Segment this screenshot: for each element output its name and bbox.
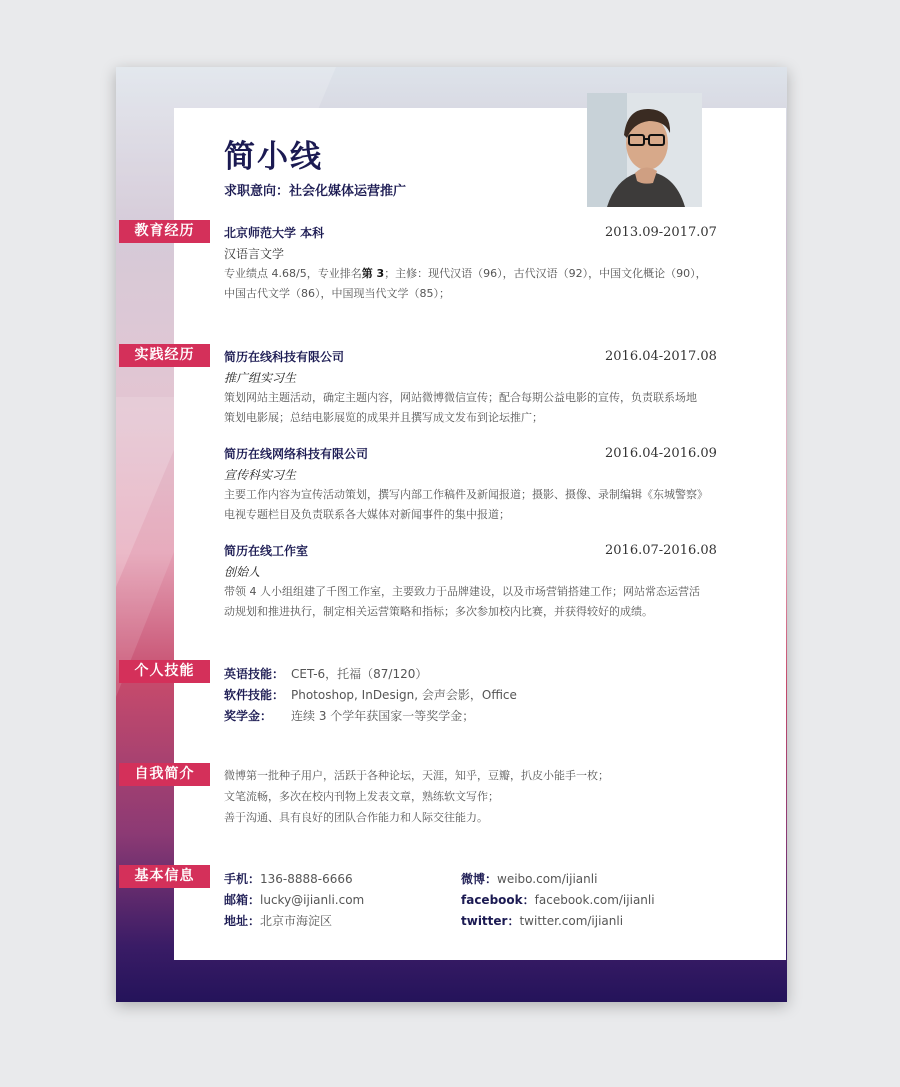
practice-detail-line: 主要工作内容为宣传活动策划，撰写内部工作稿件及新闻报道；摄影、摄像、录制编辑《东城警察》 (224, 488, 708, 501)
about-line: 文笔流畅，多次在校内刊物上发表文章，熟练软文写作； (224, 790, 499, 803)
section-tag-practice: 实践经历 (119, 344, 210, 367)
about-line: 微博第一批种子用户，活跃于各种论坛，天涯，知乎，豆瓣，扒皮小能手一枚； (224, 769, 609, 782)
twitter-info (461, 912, 623, 929)
weibo-label: 微博： (461, 872, 498, 886)
skill-label: 软件技能： (224, 688, 285, 702)
phone-label: 手机： (224, 872, 261, 886)
major: 汉语言文学 (224, 247, 285, 261)
practice-date: 2016.07-2016.08 (605, 543, 717, 558)
weibo-value: weibo.com/ijianli (497, 872, 598, 886)
practice-detail-line: 动规划和推进执行，制定相关运营策略和指标；多次参加校内比赛，并获得较好的成绩。 (224, 605, 653, 618)
skill-value: CET-6，托福（87/120） (291, 667, 428, 681)
profile-photo (587, 93, 702, 207)
phone-info (224, 870, 353, 887)
address-info (224, 912, 332, 929)
section-tag-about: 自我简介 (119, 763, 210, 786)
practice-date: 2016.04-2016.09 (605, 446, 717, 461)
person-photo-icon (587, 93, 702, 207)
email-info (224, 891, 364, 908)
section-tag-basic: 基本信息 (119, 865, 210, 888)
practice-detail-line: 策划网站主题活动，确定主题内容，网站微博微信宣传；配合每期公益电影的宣传，负责联系场地 (224, 391, 697, 404)
school-name: 北京师范大学 本科 (224, 226, 325, 240)
address-label: 地址： (224, 914, 261, 928)
skill-label: 奖学金： (224, 709, 273, 723)
education-detail-line (224, 264, 707, 284)
job-intent: 求职意向：社会化媒体运营推广 (224, 184, 407, 199)
practice-date: 2016.04-2017.08 (605, 349, 717, 364)
skill-label: 英语技能： (224, 667, 285, 681)
skill-value: 连续 3 个学年获国家一等奖学金； (291, 709, 475, 723)
section-tag-skills: 个人技能 (119, 660, 210, 683)
weibo-info (461, 870, 597, 887)
email-label: 邮箱： (224, 893, 261, 907)
practice-role: 创始人 (224, 565, 261, 579)
facebook-info (461, 891, 655, 908)
education-detail-line: 中国古代文学（86），中国现当代文学（85）； (224, 287, 450, 300)
education-rank: 第 3 (361, 267, 385, 280)
practice-detail-line: 带领 4 人小组组建了千图工作室，主要致力于品牌建设，以及市场营销搭建工作；网站常态运营活 (224, 585, 700, 598)
candidate-name: 简小线 (224, 139, 323, 175)
practice-role: 宣传科实习生 (224, 468, 297, 482)
facebook-value: facebook.com/ijianli (534, 893, 655, 907)
phone-value: 136-8888-6666 (260, 872, 353, 886)
company-name: 简历在线网络科技有限公司 (224, 447, 369, 461)
twitter-value: twitter.com/ijianli (519, 914, 624, 928)
practice-detail-line: 策划电影展；总结电影展览的成果并且撰写成文发布到论坛推广； (224, 411, 543, 424)
company-name: 简历在线科技有限公司 (224, 350, 345, 364)
section-tag-education: 教育经历 (119, 220, 210, 243)
skill-value: Photoshop, InDesign, 会声会影，Office (291, 688, 517, 702)
facebook-label: facebook： (461, 893, 535, 907)
education-date: 2013.09-2017.07 (605, 225, 717, 240)
education-courses: ；主修：现代汉语（96），古代汉语（92），中国文化概论（90）， (384, 267, 707, 280)
email-value: lucky@ijianli.com (260, 893, 365, 907)
about-line: 善于沟通、具有良好的团队合作能力和人际交往能力。 (224, 811, 488, 824)
practice-role: 推广组实习生 (224, 371, 297, 385)
practice-detail-line: 电视专题栏目及负责联系各大媒体对新闻事件的集中报道； (224, 508, 510, 521)
address-value: 北京市海淀区 (260, 914, 333, 928)
company-name: 简历在线工作室 (224, 544, 309, 558)
twitter-label: twitter： (461, 914, 520, 928)
education-gpa: 专业绩点 4.68/5，专业排名 (224, 267, 362, 280)
